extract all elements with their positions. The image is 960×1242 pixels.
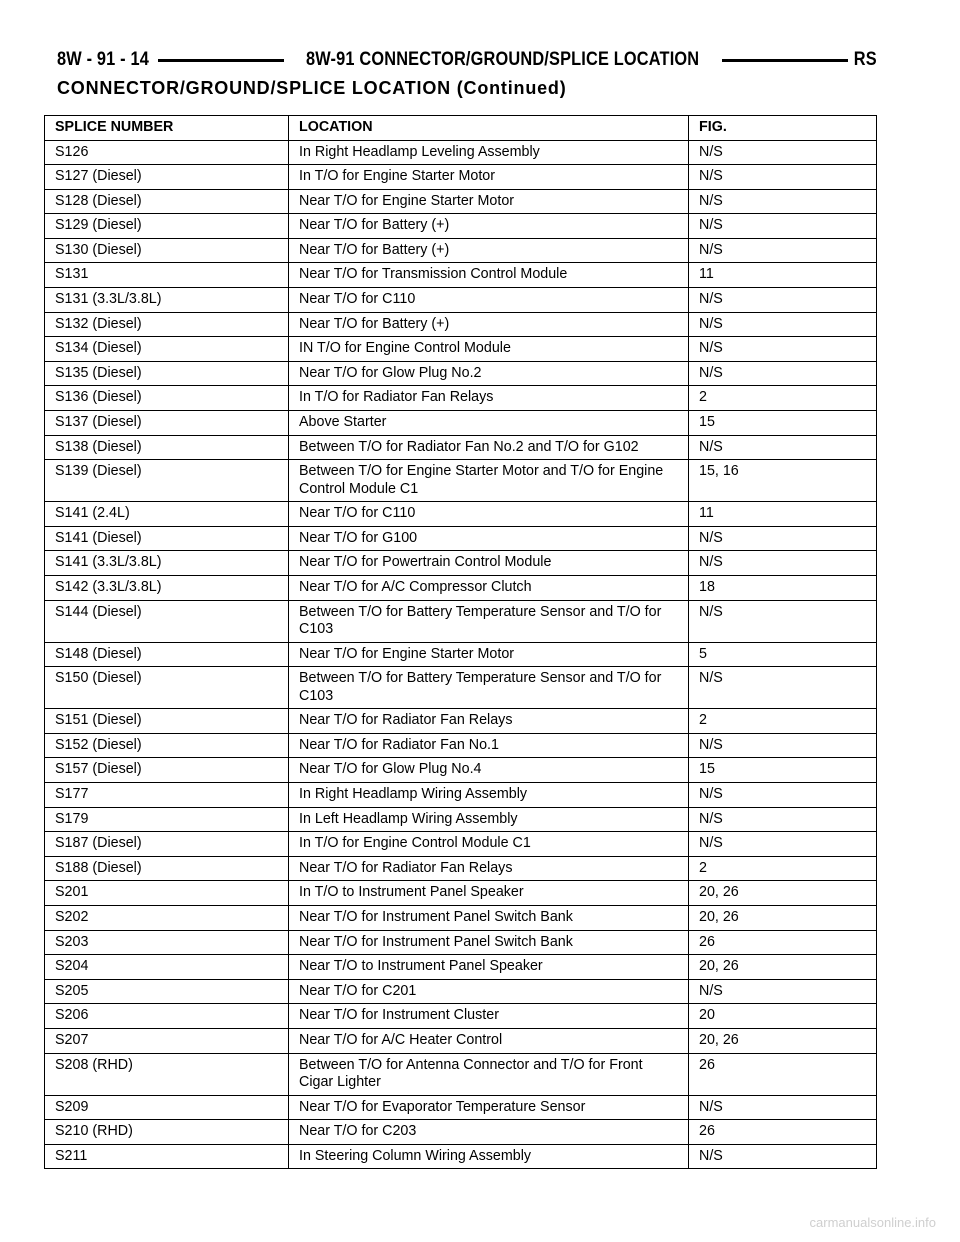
table-row — [45, 460, 877, 502]
table-row — [45, 214, 877, 239]
location-cell: Near T/O for Radiator Fan No.1 — [289, 733, 689, 758]
table-row — [45, 288, 877, 313]
fig-cell: 20, 26 — [689, 905, 877, 930]
location-cell: Near T/O for C201 — [289, 979, 689, 1004]
location-cell: Near T/O for Instrument Cluster — [289, 1004, 689, 1029]
header-rule-left — [158, 59, 285, 62]
splice-number-cell: S126 — [45, 140, 289, 165]
location-cell: Near T/O for Glow Plug No.4 — [289, 758, 689, 783]
table-header-row — [45, 116, 877, 141]
location-cell: In Right Headlamp Wiring Assembly — [289, 782, 689, 807]
table-row — [45, 1053, 877, 1095]
fig-cell: 5 — [689, 642, 877, 667]
location-cell: Near T/O for G100 — [289, 526, 689, 551]
location-cell: In Right Headlamp Leveling Assembly — [289, 140, 689, 165]
fig-cell: 15, 16 — [689, 460, 877, 502]
splice-number-cell: S208 (RHD) — [45, 1053, 289, 1095]
splice-number-cell: S127 (Diesel) — [45, 165, 289, 190]
splice-number-cell: S205 — [45, 979, 289, 1004]
splice-number-cell: S152 (Diesel) — [45, 733, 289, 758]
header-model-code: RS — [853, 49, 877, 70]
table-row — [45, 411, 877, 436]
page-title: CONNECTOR/GROUND/SPLICE LOCATION (Continued) — [57, 78, 567, 98]
table-row — [45, 1004, 877, 1029]
column-header-fig: FIG. — [689, 116, 877, 141]
page-header — [57, 47, 877, 73]
splice-number-cell: S206 — [45, 1004, 289, 1029]
location-cell: Near T/O for C110 — [289, 502, 689, 527]
location-cell: Near T/O for Transmission Control Module — [289, 263, 689, 288]
table-row — [45, 435, 877, 460]
location-cell: Near T/O for Instrument Panel Switch Bank — [289, 905, 689, 930]
splice-number-cell: S141 (Diesel) — [45, 526, 289, 551]
location-cell: Near T/O for Battery (+) — [289, 238, 689, 263]
page-number: 8W - 91 - 14 — [57, 49, 149, 70]
location-cell: In Steering Column Wiring Assembly — [289, 1144, 689, 1169]
fig-cell: N/S — [689, 600, 877, 642]
location-cell: Near T/O for C203 — [289, 1120, 689, 1145]
fig-cell: 2 — [689, 856, 877, 881]
fig-cell: N/S — [689, 435, 877, 460]
splice-number-cell: S132 (Diesel) — [45, 312, 289, 337]
location-cell: Between T/O for Engine Starter Motor and T/O for Engine Control Module C1 — [289, 460, 689, 502]
fig-cell: N/S — [689, 1144, 877, 1169]
table-row — [45, 551, 877, 576]
table-row — [45, 238, 877, 263]
table-row — [45, 642, 877, 667]
splice-number-cell: S142 (3.3L/3.8L) — [45, 576, 289, 601]
splice-number-cell: S203 — [45, 930, 289, 955]
location-cell: Near T/O for Glow Plug No.2 — [289, 361, 689, 386]
table-row — [45, 709, 877, 734]
splice-number-cell: S135 (Diesel) — [45, 361, 289, 386]
fig-cell: N/S — [689, 238, 877, 263]
splice-number-cell: S201 — [45, 881, 289, 906]
fig-cell: N/S — [689, 312, 877, 337]
fig-cell: N/S — [689, 288, 877, 313]
fig-cell: N/S — [689, 526, 877, 551]
splice-number-cell: S139 (Diesel) — [45, 460, 289, 502]
fig-cell: 11 — [689, 263, 877, 288]
table-row — [45, 600, 877, 642]
splice-number-cell: S141 (2.4L) — [45, 502, 289, 527]
table-row — [45, 955, 877, 980]
splice-number-cell: S210 (RHD) — [45, 1120, 289, 1145]
table-row — [45, 1120, 877, 1145]
splice-number-cell: S131 (3.3L/3.8L) — [45, 288, 289, 313]
splice-number-cell: S144 (Diesel) — [45, 600, 289, 642]
splice-number-cell: S211 — [45, 1144, 289, 1169]
splice-number-cell: S136 (Diesel) — [45, 386, 289, 411]
location-cell: Near T/O for A/C Compressor Clutch — [289, 576, 689, 601]
splice-number-cell: S177 — [45, 782, 289, 807]
fig-cell: 15 — [689, 411, 877, 436]
splice-number-cell: S128 (Diesel) — [45, 189, 289, 214]
table-body — [45, 140, 877, 1169]
fig-cell: N/S — [689, 733, 877, 758]
location-cell: Near T/O for C110 — [289, 288, 689, 313]
fig-cell: 2 — [689, 386, 877, 411]
splice-number-cell: S151 (Diesel) — [45, 709, 289, 734]
location-cell: Near T/O for Engine Starter Motor — [289, 642, 689, 667]
location-cell: In T/O for Radiator Fan Relays — [289, 386, 689, 411]
fig-cell: N/S — [689, 189, 877, 214]
fig-cell: N/S — [689, 165, 877, 190]
splice-number-cell: S209 — [45, 1095, 289, 1120]
location-cell: Between T/O for Battery Temperature Sensor and T/O for C103 — [289, 600, 689, 642]
location-cell: In Left Headlamp Wiring Assembly — [289, 807, 689, 832]
fig-cell: 20, 26 — [689, 1028, 877, 1053]
footer-watermark: carmanualsonline.info — [809, 1215, 936, 1230]
table-row — [45, 165, 877, 190]
splice-number-cell: S129 (Diesel) — [45, 214, 289, 239]
table-row — [45, 856, 877, 881]
fig-cell: N/S — [689, 782, 877, 807]
table-row — [45, 189, 877, 214]
splice-number-cell: S138 (Diesel) — [45, 435, 289, 460]
table-row — [45, 576, 877, 601]
table-row — [45, 1144, 877, 1169]
location-cell: IN T/O for Engine Control Module — [289, 337, 689, 362]
table-row — [45, 386, 877, 411]
splice-number-cell: S130 (Diesel) — [45, 238, 289, 263]
location-cell: Near T/O for Evaporator Temperature Sensor — [289, 1095, 689, 1120]
column-header-splice-number: SPLICE NUMBER — [45, 116, 289, 141]
table-row — [45, 905, 877, 930]
fig-cell: N/S — [689, 979, 877, 1004]
table-row — [45, 667, 877, 709]
location-cell: Near T/O to Instrument Panel Speaker — [289, 955, 689, 980]
fig-cell: N/S — [689, 214, 877, 239]
splice-number-cell: S187 (Diesel) — [45, 832, 289, 857]
fig-cell: N/S — [689, 832, 877, 857]
splice-number-cell: S179 — [45, 807, 289, 832]
location-cell: Between T/O for Battery Temperature Sensor and T/O for C103 — [289, 667, 689, 709]
location-cell: Near T/O for Radiator Fan Relays — [289, 856, 689, 881]
location-cell: Between T/O for Radiator Fan No.2 and T/O for G102 — [289, 435, 689, 460]
fig-cell: N/S — [689, 337, 877, 362]
location-cell: Above Starter — [289, 411, 689, 436]
fig-cell: N/S — [689, 667, 877, 709]
fig-cell: 26 — [689, 1120, 877, 1145]
fig-cell: 20, 26 — [689, 955, 877, 980]
location-cell: In T/O to Instrument Panel Speaker — [289, 881, 689, 906]
fig-cell: N/S — [689, 361, 877, 386]
fig-cell: 15 — [689, 758, 877, 783]
splice-number-cell: S150 (Diesel) — [45, 667, 289, 709]
location-cell: Near T/O for Engine Starter Motor — [289, 189, 689, 214]
header-rule-right — [722, 59, 849, 62]
location-cell: Near T/O for A/C Heater Control — [289, 1028, 689, 1053]
table-row — [45, 930, 877, 955]
location-cell: Near T/O for Radiator Fan Relays — [289, 709, 689, 734]
table-row — [45, 758, 877, 783]
table-row — [45, 312, 877, 337]
splice-number-cell: S188 (Diesel) — [45, 856, 289, 881]
splice-number-cell: S137 (Diesel) — [45, 411, 289, 436]
table-row — [45, 1095, 877, 1120]
splice-number-cell: S141 (3.3L/3.8L) — [45, 551, 289, 576]
table-row — [45, 782, 877, 807]
fig-cell: 20, 26 — [689, 881, 877, 906]
header-section-title: 8W-91 CONNECTOR/GROUND/SPLICE LOCATION — [306, 49, 700, 70]
table-row — [45, 526, 877, 551]
table-row — [45, 361, 877, 386]
table-row — [45, 1028, 877, 1053]
splice-number-cell: S148 (Diesel) — [45, 642, 289, 667]
splice-number-cell: S204 — [45, 955, 289, 980]
table-row — [45, 263, 877, 288]
fig-cell: N/S — [689, 551, 877, 576]
location-cell: Near T/O for Battery (+) — [289, 214, 689, 239]
fig-cell: 26 — [689, 1053, 877, 1095]
fig-cell: N/S — [689, 1095, 877, 1120]
table-row — [45, 140, 877, 165]
fig-cell: N/S — [689, 807, 877, 832]
table-row — [45, 337, 877, 362]
splice-number-cell: S207 — [45, 1028, 289, 1053]
location-cell: Near T/O for Battery (+) — [289, 312, 689, 337]
splice-location-table — [44, 115, 877, 1169]
fig-cell: 2 — [689, 709, 877, 734]
fig-cell: 11 — [689, 502, 877, 527]
column-header-location: LOCATION — [289, 116, 689, 141]
splice-number-cell: S157 (Diesel) — [45, 758, 289, 783]
splice-number-cell: S131 — [45, 263, 289, 288]
fig-cell: 26 — [689, 930, 877, 955]
splice-number-cell: S134 (Diesel) — [45, 337, 289, 362]
table-row — [45, 881, 877, 906]
table-row — [45, 979, 877, 1004]
table-row — [45, 807, 877, 832]
table-row — [45, 733, 877, 758]
location-cell: Near T/O for Powertrain Control Module — [289, 551, 689, 576]
fig-cell: 20 — [689, 1004, 877, 1029]
table-header — [45, 116, 877, 141]
table-row — [45, 832, 877, 857]
fig-cell: N/S — [689, 140, 877, 165]
splice-number-cell: S202 — [45, 905, 289, 930]
location-cell: Between T/O for Antenna Connector and T/O for Front Cigar Lighter — [289, 1053, 689, 1095]
location-cell: In T/O for Engine Control Module C1 — [289, 832, 689, 857]
fig-cell: 18 — [689, 576, 877, 601]
table-row — [45, 502, 877, 527]
location-cell: In T/O for Engine Starter Motor — [289, 165, 689, 190]
location-cell: Near T/O for Instrument Panel Switch Bank — [289, 930, 689, 955]
